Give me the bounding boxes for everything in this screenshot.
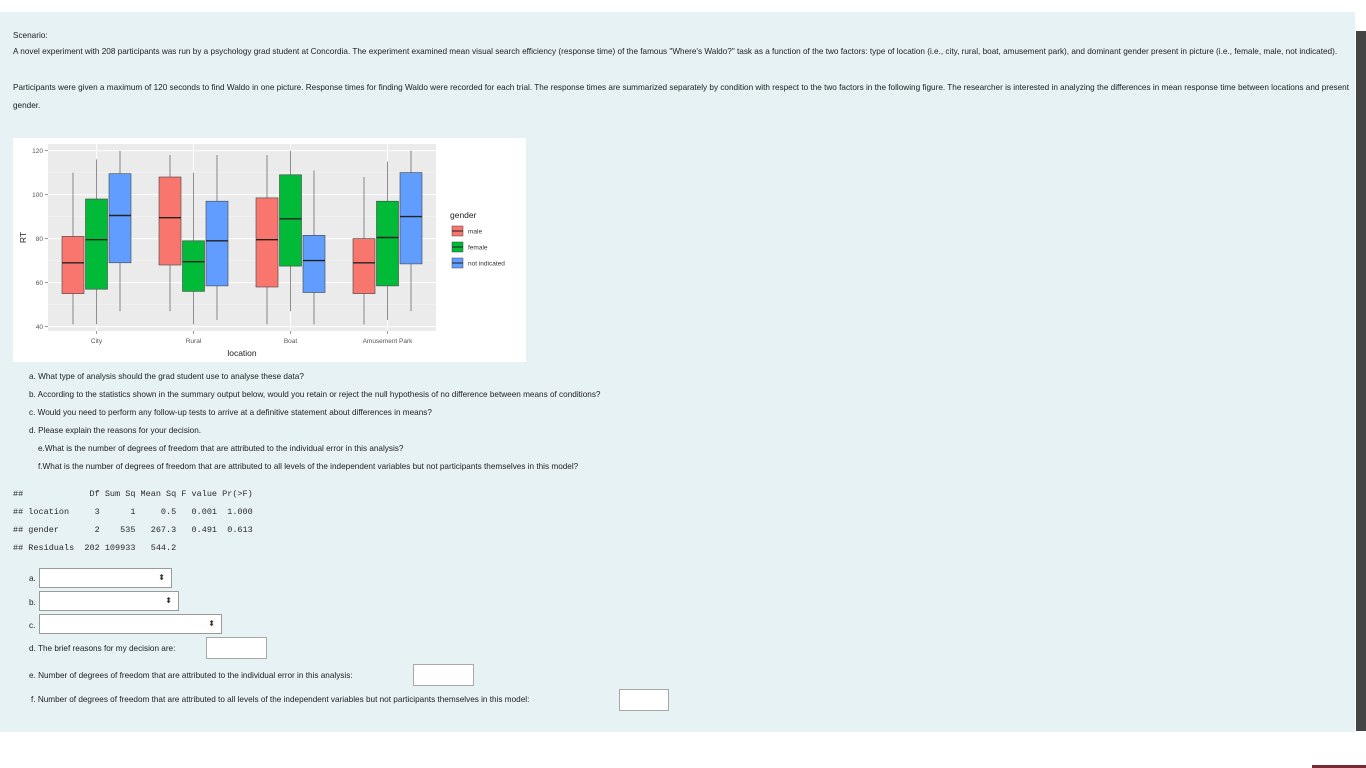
anova-gender-line: ## gender 2 535 267.3 0.491 0.613 [13, 525, 253, 535]
legend-label: not indicated [468, 260, 505, 268]
scenario-label: Scenario: [13, 31, 48, 40]
question-b: b. According to the statistics shown in the summary output below, would you retain or reject the null hypothesis of no difference between means of conditions? [29, 390, 601, 399]
y-tick-label: 80 [35, 236, 43, 244]
legend-title: gender [450, 210, 477, 220]
answer-a-select[interactable] [39, 568, 172, 588]
x-axis-label: location [227, 348, 257, 358]
select-arrow-icon: ⬍ [165, 596, 172, 605]
boxplot-svg [13, 138, 526, 362]
box-female [86, 199, 108, 289]
box-not-indicated [109, 174, 131, 263]
answer-e-label: e. Number of degrees of freedom that are attributed to the individual error in this analysis: [29, 671, 353, 680]
box-male [256, 198, 278, 287]
answer-c-label: c. [29, 621, 36, 630]
scenario-paragraph-1: A novel experiment with 208 participants was run by a psychology grad student at Concordia. The experiment examined mean visual search efficiency (response time) of the famous "Where's Waldo?" task as a function of the two factors: type of location (i.e., city, rural, boat, amusement park), and dominant gender present in picture (i.e., female, male, not indicated). [13, 47, 1338, 56]
y-tick-label: 40 [35, 324, 43, 332]
answer-e-input[interactable] [413, 664, 474, 686]
x-tick-label: Amusement Park [362, 338, 413, 345]
question-d: d. Please explain the reasons for your decision. [29, 426, 202, 435]
legend-label: female [468, 244, 488, 252]
box-female [377, 201, 399, 286]
box-male [353, 239, 375, 294]
select-arrow-icon: ⬍ [208, 619, 215, 628]
box-female [183, 241, 205, 292]
box-male [159, 177, 181, 265]
answer-b-select[interactable] [39, 591, 179, 611]
answer-b-label: b. [29, 598, 36, 607]
anova-location-line: ## location 3 1 0.5 0.001 1.000 [13, 507, 253, 517]
select-arrow-icon: ⬍ [158, 573, 165, 582]
y-axis-label: RT [18, 231, 28, 244]
x-tick-label: City [90, 338, 103, 345]
y-tick-label: 120 [32, 148, 43, 156]
box-male [62, 236, 84, 293]
boxplot-chart [13, 138, 526, 362]
answer-f-input[interactable] [619, 689, 669, 711]
y-tick-label: 100 [32, 192, 43, 200]
scenario-paragraph-2: Participants were given a maximum of 120 seconds to find Waldo in one picture. Response times for finding Waldo were recorded for each trial. The response times are summarized separately by condition with respect to the two factors in the following figure. The researcher is interested in analyzing the differences in mean response time between locations and present gender. [13, 83, 1350, 110]
question-e: e.What is the number of degrees of freedom that are attributed to the individual error in this analysis? [38, 444, 404, 453]
x-tick-label: Rural [185, 338, 202, 345]
scrollbar[interactable] [1356, 31, 1366, 731]
answer-a-label: a. [29, 574, 36, 583]
question-c: c. Would you need to perform any follow-up tests to arrive at a definitive statement about differences in means? [29, 408, 432, 417]
anova-header-line: ## Df Sum Sq Mean Sq F value Pr(>F) [13, 489, 253, 499]
box-not-indicated [303, 235, 325, 292]
legend-label: male [468, 228, 483, 236]
answer-d-label: d. The brief reasons for my decision are: [29, 644, 176, 653]
anova-residuals-line: ## Residuals 202 109933 544.2 [13, 543, 177, 553]
answer-f-label: f. Number of degrees of freedom that are attributed to all levels of the independent variables but not participants themselves in this model: [31, 695, 530, 704]
question-a: a. What type of analysis should the grad student use to analyse these data? [29, 372, 304, 381]
answer-c-select[interactable] [39, 614, 222, 634]
answer-d-input[interactable] [206, 637, 267, 659]
box-not-indicated [206, 201, 228, 286]
x-tick-label: Boat [283, 338, 298, 345]
question-f: f.What is the number of degrees of freedom that are attributed to all levels of the independent variables but not participants themselves in this model? [38, 462, 579, 471]
box-not-indicated [400, 173, 422, 264]
y-tick-label: 60 [35, 280, 43, 288]
box-female [280, 175, 302, 266]
